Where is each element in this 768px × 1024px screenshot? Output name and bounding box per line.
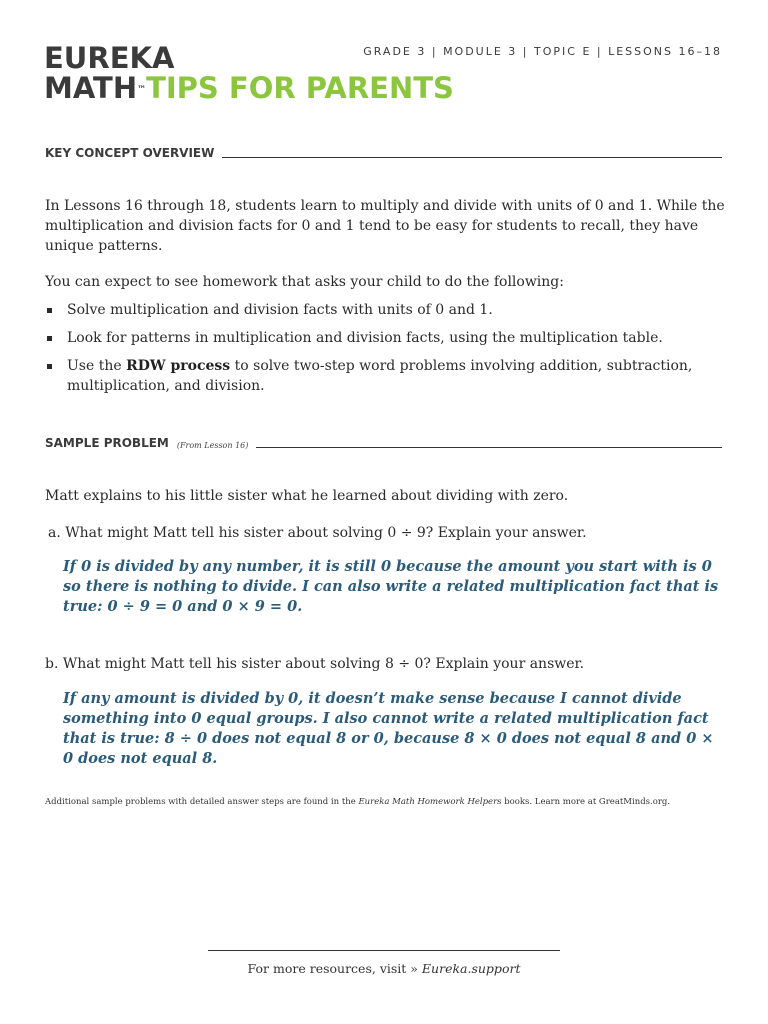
course-info: GRADE 3 | MODULE 3 | TOPIC E | LESSONS 16–18 <box>363 45 722 58</box>
footer-text: For more resources, visit » <box>247 961 422 976</box>
list-item <box>45 300 725 320</box>
footer-rule <box>208 950 560 951</box>
logo-eureka: EUREKA <box>44 41 175 75</box>
logo-trademark: ™ <box>137 85 147 95</box>
list-item <box>45 356 725 396</box>
list-item-text-pre: Use the <box>67 358 127 374</box>
eureka-support-link[interactable]: Eureka.support <box>421 961 521 976</box>
problem-prompt: Matt explains to his little sister what he learned about dividing with zero. <box>45 488 569 504</box>
key-concept-heading: KEY CONCEPT OVERVIEW <box>45 146 215 160</box>
list-item-text: Look for patterns in multiplication and division facts, using the multiplication table. <box>67 330 663 346</box>
question-b: b. What might Matt tell his sister about solving 8 ÷ 0? Explain your answer. <box>45 656 585 672</box>
list-item <box>45 328 725 348</box>
footnote-pre: Additional sample problems with detailed answer steps are found in the <box>45 797 359 807</box>
expect-paragraph: You can expect to see homework that asks your child to do the following: <box>45 274 564 290</box>
logo-math: MATH <box>44 71 138 105</box>
intro-paragraph: In Lessons 16 through 18, students learn to multiply and divide with units of 0 and 1. While the multiplication and division facts for 0 and 1 tend to be easy for students to recall, they have unique patterns. <box>45 198 725 254</box>
rdw-process-term: RDW process <box>126 358 231 374</box>
logo-tips-for-parents: TIPS FOR PARENTS <box>146 71 454 105</box>
sample-problem-heading: SAMPLE PROBLEM <box>45 436 169 450</box>
question-a: a. What might Matt tell his sister about solving 0 ÷ 9? Explain your answer. <box>48 525 587 541</box>
answer-b: If any amount is divided by 0, it doesn’t make sense because I cannot divide something into 0 equal groups. I also cannot write a related multiplication fact that is true: 8 ÷ 0 does not equal 8 or 0, because 8 × 0 does not equal 8 and 0 × 0 does not equal 8. <box>63 690 714 767</box>
footnote-book-title: Eureka Math Homework Helpers <box>358 797 502 807</box>
section-rule <box>222 157 722 158</box>
footnote <box>45 797 745 807</box>
sample-problem-header <box>45 436 722 450</box>
list-item-text-post: to solve two-step word problems involving addition, subtraction, multiplication, and division. <box>67 358 693 394</box>
homework-list <box>45 300 725 404</box>
footnote-post: books. Learn more at GreatMinds.org. <box>501 797 671 807</box>
key-concept-header <box>45 146 722 160</box>
sample-problem-source: (From Lesson 16) <box>176 441 249 450</box>
footer <box>0 961 768 976</box>
answer-a: If 0 is divided by any number, it is still 0 because the amount you start with is 0 so there is nothing to divide. I can also write a related multiplication fact that is true: 0 ÷ 9 = 0 and 0 × 9 = 0. <box>63 558 719 615</box>
section-rule <box>256 447 722 448</box>
logo-line2 <box>44 73 454 104</box>
list-item-text: Solve multiplication and division facts with units of 0 and 1. <box>67 302 493 318</box>
